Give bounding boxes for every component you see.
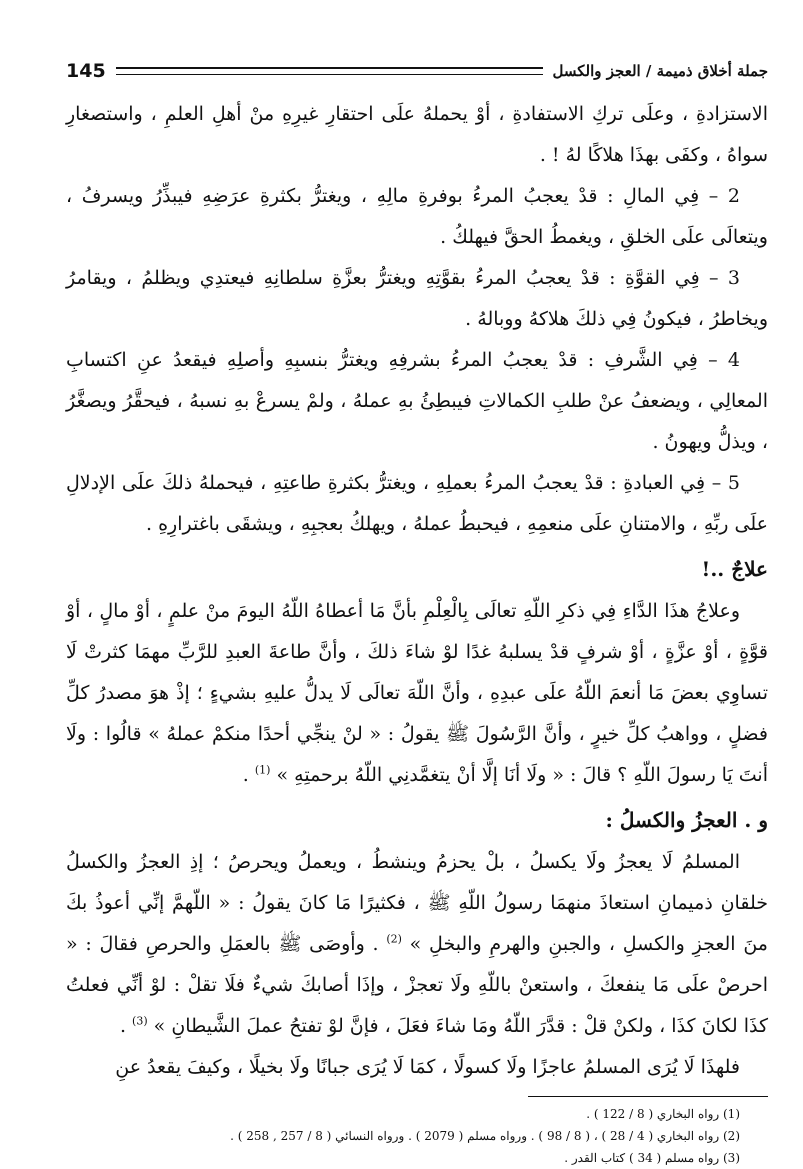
book-page	[66, 52, 768, 1165]
cure-end: .	[242, 764, 249, 786]
footnote-2: (2) رواه البخاري ( 4 / 28 ) ، ( 8 / 98 ) . ورواه مسلم ( 2079 ) . ورواه النسائي ( 8 / 257 , 258 ) .	[230, 1129, 740, 1143]
paragraph-money: 2 – فِي المالِ : قدْ يعجبُ المرءُ بوفرةِ مالِهِ ، ويغترُّ بكثرةِ عرَضِهِ فيبذِّرُ ويسرفُ ، ويتعالَى علَى الخلقِ ، ويغمطُ الحقَّ فيهلكُ .	[66, 185, 768, 248]
header-rule	[116, 67, 543, 75]
cure-heading: علاجٌ ..!	[701, 557, 768, 581]
paragraph-worship: 5 – فِي العبادةِ : قدْ يعجبُ المرءُ بعملِهِ ، ويغترُّ بكثرةِ طاعتِهِ ، فيحملهُ ذلكَ علَى الإدلالِ علَى ربِّهِ ، والامتنانِ علَى منعمِهِ ، فيحبطُ عملهُ ، ويهلكُ بعجبِهِ ، ويشقَى باغترارِهِ .	[66, 472, 768, 535]
page-number: 145	[66, 60, 106, 82]
cure-text: وعلاجُ هذَا الدَّاءِ فِي ذكرِ اللّهِ تعالَى بِالْعِلْمِ بأنَّ مَا أعطاهُ اللّهُ اليومَ منْ علمٍ ، أوْ مالٍ ، أوْ قوَّةٍ ، أوْ عزَّةٍ ، أوْ شرفٍ قدْ يسلبهُ غدًا لوْ شاءَ ذلكَ ، وأنَّ طاعةَ العبدِ للرَّبِّ مهمَا كثرتْ لَا تساوِي بعضَ مَا أنعمَ اللّهُ علَى عبدِهِ ، وأنَّ اللّهَ تعالَى لَا يدلُّ عليهِ بشيءٍ ؛ إذْ هوَ مصدرُ كلِّ فضلٍ ، وواهبُ كلِّ خيرٍ ، وأنَّ الرَّسُولَ ﷺ يقولُ : « لنْ ينجِّي أحدًا منكمْ عملهُ » قالُوا : ولَا أنتَ يَا رسولَ اللّهِ ؟ قالَ : « ولَا أنَا إلَّا أنْ يتغمَّدنِي اللّهُ برحمتِهِ »	[66, 600, 768, 786]
footnote-ref-1: (1)	[254, 763, 271, 777]
section-paragraph-2: فلهذَا لَا يُرَى المسلمُ عاجزًا ولَا كسولًا ، كمَا لَا يُرَى جبانًا ولَا بخيلًا ، وكيفَ يقعدُ عنِ	[115, 1056, 740, 1078]
section-text-2: . وأوصَى ﷺ بالعمَلِ والحرصِ فقالَ : « احرصْ علَى مَا ينفعكَ ، واستعنْ باللّهِ ولَا تعجزْ ، وإذَا أصابكَ شيءٌ فلَا تقلْ : لوْ أنِّي فعلتُ كذَا لكانَ كذَا ، ولكنْ قلْ : قدَّرَ اللّهُ ومَا شاءَ فعَلَ ، فإنَّ لوْ تفتحُ عملَ الشَّيطانِ »	[66, 933, 768, 1037]
cure-paragraph	[66, 591, 768, 796]
page-header	[66, 52, 768, 90]
running-title: جملة أخلاق ذميمة / العجز والكسل	[552, 62, 768, 80]
paragraph-continuation: الاستزادةِ ، وعلَى تركِ الاستفادةِ ، أوْ يحملهُ علَى احتقارِ غيرِهِ منْ أهلِ العلمِ ، واستصغارِ سواهُ ، وكفَى بهذَا هلاكًا لهُ ! .	[66, 103, 768, 166]
paragraph-strength: 3 – فِي القوَّةِ : قدْ يعجبُ المرءُ بقوَّتِهِ ويغترُّ بعزَّةِ سلطانِهِ فيعتدِي ويظلمُ ، ويقامرُ ويخاطرُ ، فيكونُ فِي ذلكَ هلاكهُ ووبالهُ .	[66, 267, 768, 330]
section-text-1: المسلمُ لَا يعجزُ ولَا يكسلُ ، بلْ يحزمُ وينشطُ ، ويعملُ ويحرصُ ؛ إذِ العجزُ والكسلُ خلقانِ ذميمانِ استعاذَ منهمَا رسولُ اللّهِ ﷺ ، فكثيرًا مَا كانَ يقولُ : « اللّهمَّ إنِّي أعوذُ بكَ منَ العجزِ والكسلِ ، والجبنِ والهرمِ والبخلِ »	[66, 851, 768, 955]
footnote-ref-2: (2)	[386, 932, 402, 946]
section-paragraph-1	[66, 842, 768, 1047]
paragraph-honor: 4 – فِي الشَّرفِ : قدْ يعجبُ المرءُ بشرفِهِ ويغترُّ بنسبِهِ وأصلِهِ فيقعدُ عنِ اكتسابِ المعالِي ، ويضعفُ عنْ طلبِ الكمالاتِ فيبطِئُ بهِ عملهُ ، ولمْ يسرعْ بهِ نسبهُ ، فيحقَّرُ ويصغَّرُ ، ويذلُّ ويهونُ .	[66, 349, 768, 453]
footnote-3: (3) رواه مسلم ( 34 ) كتاب القدر .	[564, 1151, 740, 1165]
footnotes	[66, 1103, 768, 1169]
footnote-1: (1) رواه البخاري ( 8 / 122 ) .	[586, 1107, 740, 1121]
section-heading: و . العجزُ والكسلُ :	[605, 808, 768, 832]
section-text-end: .	[119, 1015, 126, 1037]
footnote-divider	[528, 1096, 768, 1097]
footnote-ref-3: (3)	[132, 1014, 148, 1028]
